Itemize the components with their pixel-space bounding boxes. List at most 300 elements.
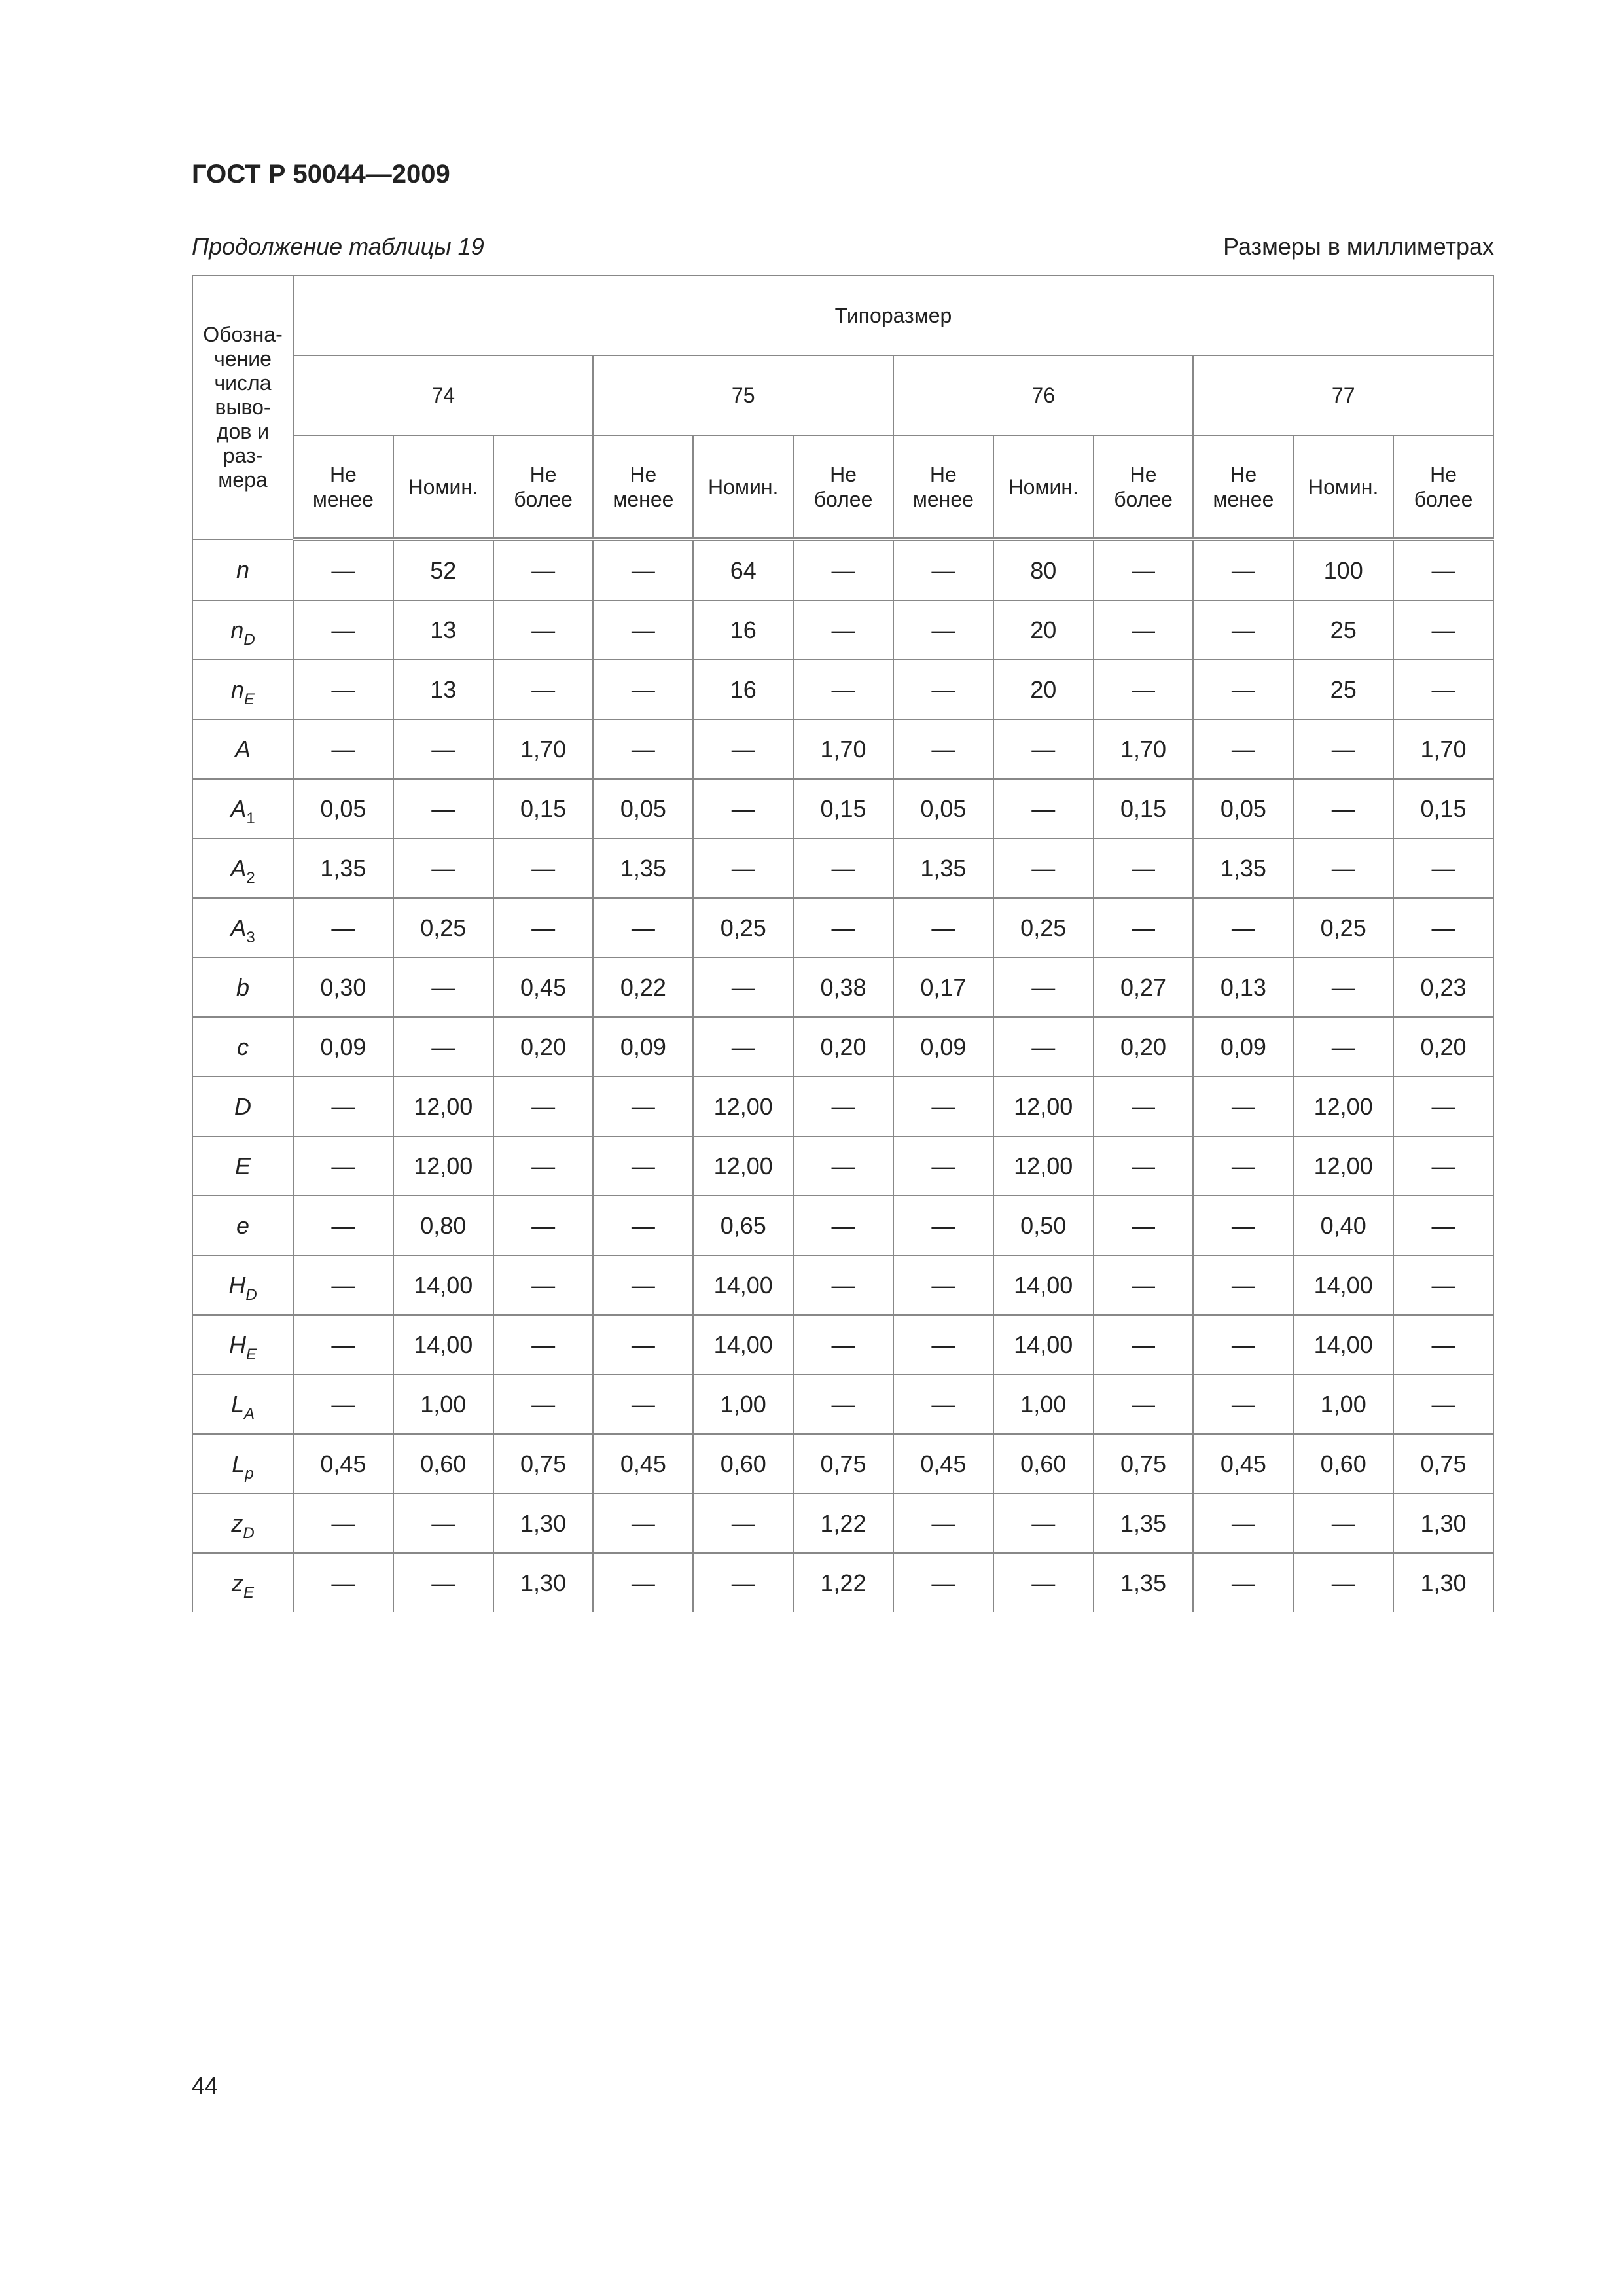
- table-cell: 0,50: [993, 1196, 1094, 1255]
- table-cell: —: [593, 600, 693, 660]
- table-cell: 0,75: [1094, 1434, 1194, 1494]
- type-size-header: Типоразмер: [293, 276, 1493, 355]
- table-cell: —: [793, 1196, 893, 1255]
- table-cell: 12,00: [693, 1077, 793, 1136]
- symbol-subscript: A: [244, 1405, 255, 1423]
- table-cell: 1,35: [593, 838, 693, 898]
- table-cell: —: [493, 660, 594, 719]
- table-cell: —: [893, 539, 993, 600]
- table-cell: 64: [693, 539, 793, 600]
- table-row: [192, 719, 1493, 779]
- table-cell: —: [293, 1077, 393, 1136]
- table-cell: 0,40: [1293, 1196, 1393, 1255]
- table-cell: —: [493, 539, 594, 600]
- table-cell: —: [1094, 1196, 1194, 1255]
- table-cell: —: [593, 1255, 693, 1315]
- table-cell: —: [1293, 1017, 1393, 1077]
- table-cell: —: [593, 1196, 693, 1255]
- table-cell: —: [593, 719, 693, 779]
- table-cell: —: [593, 1494, 693, 1553]
- table-cell: —: [493, 1255, 594, 1315]
- table-row: [192, 600, 1493, 660]
- table-caption: Продолжение таблицы 19: [192, 233, 484, 260]
- table-cell: —: [493, 1315, 594, 1374]
- table-cell: 1,30: [493, 1553, 594, 1612]
- table-cell: —: [1393, 898, 1493, 958]
- table-cell: —: [1094, 1315, 1194, 1374]
- table-row: [192, 1553, 1493, 1612]
- table-cell: 20: [993, 600, 1094, 660]
- table-cell: —: [393, 838, 493, 898]
- symbol-subscript: 2: [246, 869, 255, 887]
- symbol-main: L: [230, 1390, 244, 1418]
- table-cell: —: [793, 838, 893, 898]
- symbol-main: n: [236, 556, 250, 583]
- table-cell: —: [1293, 838, 1393, 898]
- table-cell: 0,45: [1193, 1434, 1293, 1494]
- table-cell: —: [1193, 1315, 1293, 1374]
- table-cell: —: [293, 1494, 393, 1553]
- table-cell: —: [893, 1136, 993, 1196]
- table-cell: 0,20: [793, 1017, 893, 1077]
- table-cell: 100: [1293, 539, 1393, 600]
- table-cell: 1,35: [893, 838, 993, 898]
- table-cell: 1,00: [1293, 1374, 1393, 1434]
- table-cell: —: [793, 660, 893, 719]
- sub-header: Не более: [1094, 435, 1194, 539]
- table-cell: —: [1193, 1255, 1293, 1315]
- table-cell: —: [493, 1136, 594, 1196]
- table-cell: 1,22: [793, 1553, 893, 1612]
- table-cell: —: [493, 838, 594, 898]
- table-cell: —: [1393, 660, 1493, 719]
- table-cell: —: [493, 1374, 594, 1434]
- table-cell: —: [793, 539, 893, 600]
- table-cell: —: [693, 838, 793, 898]
- table-cell: 0,75: [793, 1434, 893, 1494]
- size-header: 74: [293, 355, 593, 435]
- table-cell: 0,09: [893, 1017, 993, 1077]
- table-cell: 1,22: [793, 1494, 893, 1553]
- table-cell: 14,00: [393, 1255, 493, 1315]
- table-cell: 0,60: [693, 1434, 793, 1494]
- table-cell: 0,15: [793, 779, 893, 838]
- table-cell: 0,75: [493, 1434, 594, 1494]
- table-cell: —: [293, 600, 393, 660]
- table-cell: —: [893, 1255, 993, 1315]
- symbol-subscript: E: [245, 1345, 257, 1363]
- table-cell: —: [1094, 660, 1194, 719]
- size-header: 77: [1193, 355, 1493, 435]
- table-row: [192, 1196, 1493, 1255]
- row-symbol: [192, 719, 293, 779]
- row-symbol: [192, 1017, 293, 1077]
- row-symbol: [192, 1196, 293, 1255]
- table-cell: —: [1193, 660, 1293, 719]
- table-cell: —: [1094, 1136, 1194, 1196]
- table-cell: —: [793, 1315, 893, 1374]
- table-cell: —: [293, 539, 393, 600]
- table-cell: —: [393, 779, 493, 838]
- table-cell: 25: [1293, 660, 1393, 719]
- table-cell: 1,35: [293, 838, 393, 898]
- table-cell: —: [1393, 1136, 1493, 1196]
- table-cell: 0,25: [1293, 898, 1393, 958]
- table-cell: —: [293, 1374, 393, 1434]
- table-cell: —: [693, 779, 793, 838]
- row-symbol: [192, 660, 293, 719]
- table-cell: 0,27: [1094, 958, 1194, 1017]
- table-cell: —: [1193, 1494, 1293, 1553]
- table-cell: 1,30: [1393, 1553, 1493, 1612]
- symbol-main: A: [230, 914, 247, 941]
- table-cell: —: [793, 1077, 893, 1136]
- table-cell: —: [793, 600, 893, 660]
- table-cell: —: [1193, 1553, 1293, 1612]
- sub-header: Не более: [793, 435, 893, 539]
- table-cell: 1,35: [1094, 1553, 1194, 1612]
- row-symbol: [192, 1374, 293, 1434]
- size-header: 75: [593, 355, 893, 435]
- table-cell: —: [1193, 1136, 1293, 1196]
- table-cell: —: [893, 600, 993, 660]
- table-row: [192, 1136, 1493, 1196]
- table-cell: 0,05: [293, 779, 393, 838]
- table-row: [192, 779, 1493, 838]
- table-cell: —: [593, 1136, 693, 1196]
- table-cell: —: [1094, 539, 1194, 600]
- symbol-main: A: [230, 795, 247, 822]
- table-cell: —: [693, 1553, 793, 1612]
- table-cell: —: [893, 719, 993, 779]
- symbol-main: b: [236, 973, 250, 1001]
- sub-header: Номин.: [993, 435, 1094, 539]
- row-symbol: [192, 539, 293, 600]
- table-cell: 0,22: [593, 958, 693, 1017]
- table-cell: —: [393, 719, 493, 779]
- table-cell: —: [1094, 898, 1194, 958]
- table-cell: —: [1393, 1374, 1493, 1434]
- table-row: [192, 898, 1493, 958]
- symbol-main: E: [234, 1152, 251, 1179]
- table-cell: 14,00: [693, 1315, 793, 1374]
- table-cell: 0,20: [1393, 1017, 1493, 1077]
- table-cell: 0,60: [393, 1434, 493, 1494]
- symbol-subscript: p: [245, 1464, 254, 1482]
- symbol-main: A: [234, 735, 251, 762]
- table-cell: —: [1094, 838, 1194, 898]
- symbol-main: e: [236, 1211, 250, 1239]
- table-cell: —: [1193, 1374, 1293, 1434]
- sub-header: Номин.: [693, 435, 793, 539]
- table-cell: 1,70: [1094, 719, 1194, 779]
- table-cell: —: [293, 1136, 393, 1196]
- table-cell: —: [393, 958, 493, 1017]
- table-cell: 12,00: [993, 1136, 1094, 1196]
- table-cell: 0,80: [393, 1196, 493, 1255]
- table-cell: —: [893, 1315, 993, 1374]
- table-row: [192, 539, 1493, 600]
- row-symbol: [192, 1077, 293, 1136]
- row-symbol: [192, 1315, 293, 1374]
- sub-header: Номин.: [1293, 435, 1393, 539]
- row-symbol: [192, 1136, 293, 1196]
- row-symbol: [192, 1434, 293, 1494]
- table-cell: 13: [393, 660, 493, 719]
- table-cell: —: [1193, 1077, 1293, 1136]
- table-row: [192, 958, 1493, 1017]
- table-cell: —: [993, 1553, 1094, 1612]
- table-cell: —: [893, 1494, 993, 1553]
- table-cell: —: [1293, 1553, 1393, 1612]
- table-cell: 0,09: [293, 1017, 393, 1077]
- table-cell: —: [1293, 958, 1393, 1017]
- table-cell: 0,05: [893, 779, 993, 838]
- table-cell: 1,30: [1393, 1494, 1493, 1553]
- table-cell: 0,15: [1094, 779, 1194, 838]
- table-row: [192, 1434, 1493, 1494]
- table-cell: 14,00: [993, 1255, 1094, 1315]
- table-cell: 14,00: [1293, 1315, 1393, 1374]
- symbol-main: n: [230, 616, 244, 643]
- table-cell: 12,00: [693, 1136, 793, 1196]
- table-cell: —: [793, 1374, 893, 1434]
- size-header: 76: [893, 355, 1193, 435]
- table-cell: —: [893, 1196, 993, 1255]
- table-cell: —: [693, 1017, 793, 1077]
- table-cell: 0,60: [1293, 1434, 1393, 1494]
- table-cell: 0,13: [1193, 958, 1293, 1017]
- table-cell: 0,38: [793, 958, 893, 1017]
- table-cell: —: [1393, 1077, 1493, 1136]
- table-cell: —: [893, 1077, 993, 1136]
- sub-header: Номин.: [393, 435, 493, 539]
- table-cell: 14,00: [693, 1255, 793, 1315]
- table-cell: —: [493, 1196, 594, 1255]
- table-row: [192, 660, 1493, 719]
- table-cell: —: [793, 898, 893, 958]
- table-cell: —: [593, 1077, 693, 1136]
- table-cell: —: [293, 1553, 393, 1612]
- table-cell: 0,15: [493, 779, 594, 838]
- table-cell: 0,25: [993, 898, 1094, 958]
- table-cell: 1,70: [1393, 719, 1493, 779]
- table-cell: —: [1393, 600, 1493, 660]
- table-cell: 0,09: [593, 1017, 693, 1077]
- table-cell: 16: [693, 660, 793, 719]
- table-cell: 12,00: [393, 1136, 493, 1196]
- table-row: [192, 1374, 1493, 1434]
- table-cell: —: [1193, 1196, 1293, 1255]
- table-cell: —: [993, 1017, 1094, 1077]
- table-cell: 14,00: [393, 1315, 493, 1374]
- table-cell: —: [1094, 1374, 1194, 1434]
- row-symbol: [192, 779, 293, 838]
- sub-header: Не более: [1393, 435, 1493, 539]
- table-cell: 0,45: [293, 1434, 393, 1494]
- row-symbol: [192, 958, 293, 1017]
- table-cell: 0,45: [493, 958, 594, 1017]
- table-cell: —: [493, 600, 594, 660]
- table-cell: 0,75: [1393, 1434, 1493, 1494]
- table-cell: —: [1094, 600, 1194, 660]
- table-cell: 1,30: [493, 1494, 594, 1553]
- table-cell: 1,70: [493, 719, 594, 779]
- table-cell: 0,17: [893, 958, 993, 1017]
- table-cell: —: [293, 1196, 393, 1255]
- table-cell: —: [393, 1553, 493, 1612]
- table-cell: —: [593, 1374, 693, 1434]
- table-cell: —: [593, 539, 693, 600]
- table-cell: 12,00: [393, 1077, 493, 1136]
- table-cell: —: [293, 898, 393, 958]
- symbol-subscript: D: [243, 630, 255, 649]
- symbol-subscript: 1: [246, 809, 255, 827]
- table-cell: —: [893, 1374, 993, 1434]
- table-cell: 14,00: [993, 1315, 1094, 1374]
- units-note: Размеры в миллиметрах: [1223, 233, 1494, 260]
- symbol-subscript: E: [243, 1583, 254, 1602]
- table-cell: 52: [393, 539, 493, 600]
- table-cell: —: [1393, 838, 1493, 898]
- table-cell: 16: [693, 600, 793, 660]
- table-cell: —: [993, 719, 1094, 779]
- table-cell: 0,60: [993, 1434, 1094, 1494]
- symbol-main: n: [230, 675, 244, 703]
- row-symbol: [192, 1553, 293, 1612]
- table-cell: 1,70: [793, 719, 893, 779]
- table-cell: —: [493, 898, 594, 958]
- table-cell: —: [1393, 1315, 1493, 1374]
- table-cell: 12,00: [1293, 1136, 1393, 1196]
- symbol-subscript: D: [245, 1285, 257, 1304]
- sub-header: Не менее: [1193, 435, 1293, 539]
- table-cell: 12,00: [993, 1077, 1094, 1136]
- table-cell: —: [1193, 539, 1293, 600]
- table-cell: —: [1094, 1077, 1194, 1136]
- table-cell: 0,15: [1393, 779, 1493, 838]
- table-cell: 0,05: [1193, 779, 1293, 838]
- table-cell: —: [1393, 1196, 1493, 1255]
- table-cell: 0,65: [693, 1196, 793, 1255]
- table-row: [192, 1255, 1493, 1315]
- table-cell: —: [693, 958, 793, 1017]
- table-row: [192, 1017, 1493, 1077]
- row-symbol: [192, 898, 293, 958]
- dimensions-table: [192, 275, 1494, 1612]
- table-cell: —: [693, 719, 793, 779]
- table-cell: —: [793, 1136, 893, 1196]
- table-cell: 0,20: [1094, 1017, 1194, 1077]
- table-cell: 1,00: [393, 1374, 493, 1434]
- table-cell: 0,25: [393, 898, 493, 958]
- table-cell: 0,23: [1393, 958, 1493, 1017]
- sub-header: Не менее: [293, 435, 393, 539]
- table-cell: —: [1293, 719, 1393, 779]
- table-cell: 0,45: [893, 1434, 993, 1494]
- table-cell: 80: [993, 539, 1094, 600]
- symbol-main: c: [237, 1033, 249, 1060]
- table-cell: —: [993, 1494, 1094, 1553]
- table-cell: —: [393, 1017, 493, 1077]
- table-cell: —: [1393, 1255, 1493, 1315]
- table-cell: —: [893, 660, 993, 719]
- table-cell: 1,00: [993, 1374, 1094, 1434]
- table-row: [192, 1494, 1493, 1553]
- table-cell: —: [493, 1077, 594, 1136]
- table-cell: —: [593, 660, 693, 719]
- table-cell: —: [1293, 779, 1393, 838]
- table-cell: —: [293, 719, 393, 779]
- symbol-subscript: 3: [246, 928, 255, 946]
- table-cell: 20: [993, 660, 1094, 719]
- table-cell: 0,30: [293, 958, 393, 1017]
- table-cell: 13: [393, 600, 493, 660]
- table-cell: 1,35: [1193, 838, 1293, 898]
- table-cell: —: [1094, 1255, 1194, 1315]
- row-symbol: [192, 1494, 293, 1553]
- table-cell: 0,20: [493, 1017, 594, 1077]
- table-cell: —: [293, 660, 393, 719]
- table-cell: —: [993, 838, 1094, 898]
- table-cell: —: [1393, 539, 1493, 600]
- designation-header: Обозна- чение числа выво- дов и раз- мера: [192, 276, 293, 539]
- symbol-main: H: [228, 1271, 246, 1299]
- table-row: [192, 838, 1493, 898]
- table-cell: —: [993, 958, 1094, 1017]
- symbol-subscript: D: [243, 1524, 255, 1542]
- table-body: [192, 539, 1493, 1612]
- page-number: 44: [192, 2072, 219, 2099]
- table-cell: —: [1293, 1494, 1393, 1553]
- table-cell: 0,05: [593, 779, 693, 838]
- table-cell: 0,09: [1193, 1017, 1293, 1077]
- table-cell: —: [393, 1494, 493, 1553]
- table-cell: —: [1193, 719, 1293, 779]
- table-cell: —: [293, 1255, 393, 1315]
- symbol-subscript: E: [244, 690, 255, 708]
- table-cell: —: [593, 1553, 693, 1612]
- table-cell: —: [293, 1315, 393, 1374]
- row-symbol: [192, 1255, 293, 1315]
- table-cell: —: [593, 1315, 693, 1374]
- table-cell: 0,25: [693, 898, 793, 958]
- symbol-main: A: [230, 854, 247, 882]
- table-cell: 1,35: [1094, 1494, 1194, 1553]
- table-cell: —: [793, 1255, 893, 1315]
- table-cell: —: [1193, 898, 1293, 958]
- row-symbol: [192, 838, 293, 898]
- table-cell: —: [893, 898, 993, 958]
- table-cell: —: [893, 1553, 993, 1612]
- table-cell: —: [693, 1494, 793, 1553]
- table-cell: —: [1193, 600, 1293, 660]
- table-cell: 25: [1293, 600, 1393, 660]
- symbol-main: z: [231, 1569, 243, 1596]
- row-symbol: [192, 600, 293, 660]
- table-cell: —: [993, 779, 1094, 838]
- symbol-main: D: [234, 1092, 251, 1120]
- sub-header: Не менее: [593, 435, 693, 539]
- document-title: ГОСТ Р 50044—2009: [192, 160, 450, 188]
- symbol-main: L: [232, 1450, 245, 1477]
- sub-header: Не более: [493, 435, 594, 539]
- table-cell: —: [593, 898, 693, 958]
- table-cell: 14,00: [1293, 1255, 1393, 1315]
- table-cell: 1,00: [693, 1374, 793, 1434]
- table-row: [192, 1077, 1493, 1136]
- table-header: [192, 276, 1493, 539]
